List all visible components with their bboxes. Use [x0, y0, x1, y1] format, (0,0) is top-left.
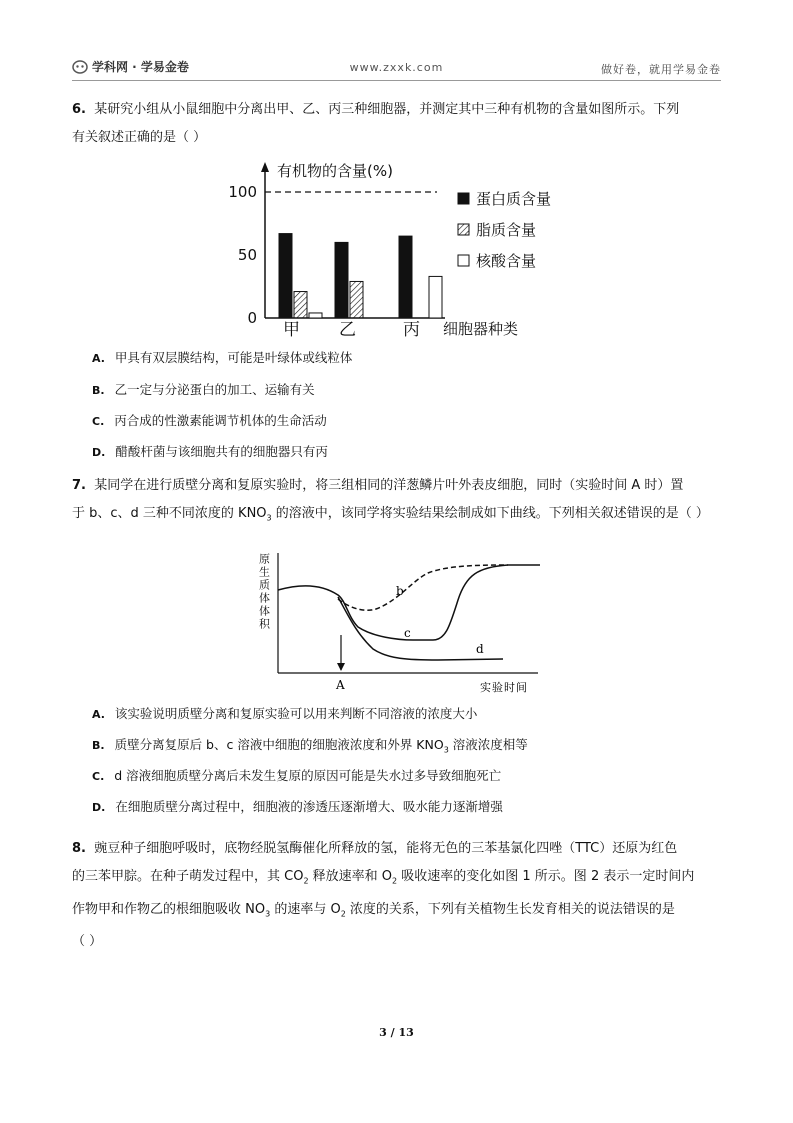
page-number: 3 / 13	[379, 1026, 414, 1039]
option-text-pre: 质壁分离复原后 b、c 溶液中细胞的细胞液浓度和外界 KNO	[114, 737, 444, 752]
q8-line1: 豌豆种子细胞呼吸时，底物经脱氢酶催化所释放的氢，能将无色的三苯基氯化四唑（TTC）还原为红色	[94, 841, 678, 856]
q6-stem-line2: 有关叙述正确的是（ ）	[72, 130, 207, 145]
option-text: 在细胞质壁分离过程中，细胞液的渗透压逐渐增大、吸水能力逐渐增强	[115, 799, 503, 814]
q7-stem-line2-post: 的溶液中，该同学将实验结果绘制成如下曲线。下列相关叙述错误的是（ ）	[271, 506, 709, 521]
q7-marker-arrowhead	[337, 663, 345, 671]
option-text: 丙合成的性激素能调节机体的生命活动	[114, 413, 327, 428]
q6-bar-蛋白质含量-丙	[399, 236, 412, 318]
q8-line2-sub2: 2	[392, 876, 398, 886]
option-key: A.	[92, 708, 105, 721]
option-key: D.	[92, 801, 106, 814]
q8-line3-post: 浓度的关系，下列有关植物生长发育相关的说法错误的是	[345, 901, 675, 917]
q7-x-label: 实验时间	[480, 681, 528, 694]
q7-label-b: b	[396, 584, 404, 598]
q7-option-d	[92, 797, 503, 818]
option-text: 乙一定与分泌蛋白的加工、运输有关	[114, 382, 315, 397]
option-key: D.	[92, 446, 106, 459]
q6-bar-蛋白质含量-甲	[279, 234, 292, 318]
q6-bar-chart	[215, 156, 575, 346]
q7-stem-line2	[72, 500, 724, 533]
q6-stem	[72, 96, 724, 152]
q7-curve-graph	[248, 545, 548, 695]
q8-line3-sub2: 2	[340, 909, 346, 919]
q6-y-tick-label: 0	[247, 309, 257, 327]
q6-x-tick-label: 甲	[283, 320, 300, 340]
q6-bar-核酸含量-丙	[429, 276, 442, 318]
q7-option-a	[92, 704, 477, 725]
q6-y-tick-label: 50	[237, 246, 257, 264]
q6-bar-脂质含量-乙	[350, 281, 363, 318]
q6-legend-swatch	[458, 224, 469, 235]
q8-stem	[72, 835, 724, 956]
q7-option-b	[92, 735, 528, 761]
q7-marker-label: A	[336, 678, 345, 692]
q6-x-axis-label: 细胞器种类	[443, 320, 519, 338]
option-text-sub: 3	[443, 745, 449, 755]
q8-line2-post: 吸收速率的变化如图 1 所示。图 2 表示一定时间内	[397, 869, 695, 884]
q8-line2-sub1: 2	[303, 876, 309, 886]
q8-line3-pre: 作物甲和作物乙的根细胞吸收 NO	[72, 901, 266, 917]
option-key: C.	[92, 770, 105, 783]
q6-option-b	[92, 380, 315, 401]
q6-legend-swatch	[458, 255, 469, 266]
q6-option-c	[92, 411, 327, 432]
q6-x-tick-label: 乙	[339, 320, 356, 340]
q6-legend-label: 脂质含量	[476, 221, 537, 239]
q7-stem-line1: 某同学在进行质壁分离和复原实验时，将三组相同的洋葱鳞片叶外表皮细胞，同时（实验时间 A 时）置	[94, 478, 684, 493]
logo-text: 学科网 · 学易金卷	[92, 60, 189, 74]
option-text: 该实验说明质壁分离和复原实验可以用来判断不同溶液的浓度大小	[114, 706, 478, 721]
q6-legend-swatch	[458, 193, 469, 204]
header-slogan: 做好卷，就用学易金卷	[601, 63, 721, 76]
q7-stem	[72, 472, 724, 533]
q8-line2-pre: 的三苯甲腙。在种子萌发过程中，其 CO	[72, 869, 304, 884]
q7-number: 7.	[72, 478, 86, 493]
q6-legend-label: 核酸含量	[476, 252, 537, 270]
q6-bar-蛋白质含量-乙	[335, 242, 348, 318]
q7-y-label: 原生质体体积	[257, 553, 271, 631]
q7-label-c: c	[404, 626, 411, 640]
option-text: 醋酸杆菌与该细胞共有的细胞器只有丙	[115, 444, 328, 459]
q6-number: 6.	[72, 102, 86, 117]
q8-line3	[72, 896, 724, 929]
q6-option-d	[92, 442, 328, 463]
q8-line3-mid: 的速率与 O	[270, 901, 341, 917]
option-key: B.	[92, 739, 105, 752]
q6-y-axis-arrowhead	[261, 162, 269, 172]
header-divider	[72, 80, 721, 81]
q8-line4: （ ）	[72, 934, 103, 950]
option-key: A.	[92, 352, 105, 365]
option-key: C.	[92, 415, 105, 428]
q6-chart-title: 有机物的含量(%)	[277, 162, 393, 180]
q7-label-d: d	[476, 642, 484, 656]
q8-line2-mid: 释放速率和 O	[308, 869, 393, 884]
q6-x-tick-label: 丙	[403, 320, 420, 340]
option-key: B.	[92, 384, 105, 397]
q8-number: 8.	[72, 841, 86, 856]
site-url: www.zxxk.com	[349, 61, 444, 74]
q6-stem-line1: 某研究小组从小鼠细胞中分离出甲、乙、丙三种细胞器，并测定其中三种有机物的含量如图所示。下列	[94, 102, 680, 117]
option-text: 甲具有双层膜结构，可能是叶绿体或线粒体	[114, 350, 353, 365]
q7-curve-b	[338, 565, 508, 610]
q7-option-c	[92, 766, 501, 787]
q6-legend-label: 蛋白质含量	[476, 190, 552, 208]
q6-bar-核酸含量-甲	[309, 313, 322, 318]
q6-y-tick-label: 100	[228, 183, 257, 201]
q7-stem-line2-pre: 于 b、c、d 三种不同浓度的 KNO	[72, 506, 267, 521]
option-text-post: 溶液浓度相等	[448, 737, 528, 752]
q7-stem-line2-sub: 3	[266, 513, 272, 523]
q6-bar-脂质含量-甲	[294, 292, 307, 318]
q8-line2	[72, 863, 724, 896]
q6-option-a	[92, 348, 352, 369]
q8-line3-sub1: 3	[265, 909, 271, 919]
option-text: d 溶液细胞质壁分离后未发生复原的原因可能是失水过多导致细胞死亡	[114, 768, 502, 783]
page-header	[0, 0, 793, 82]
